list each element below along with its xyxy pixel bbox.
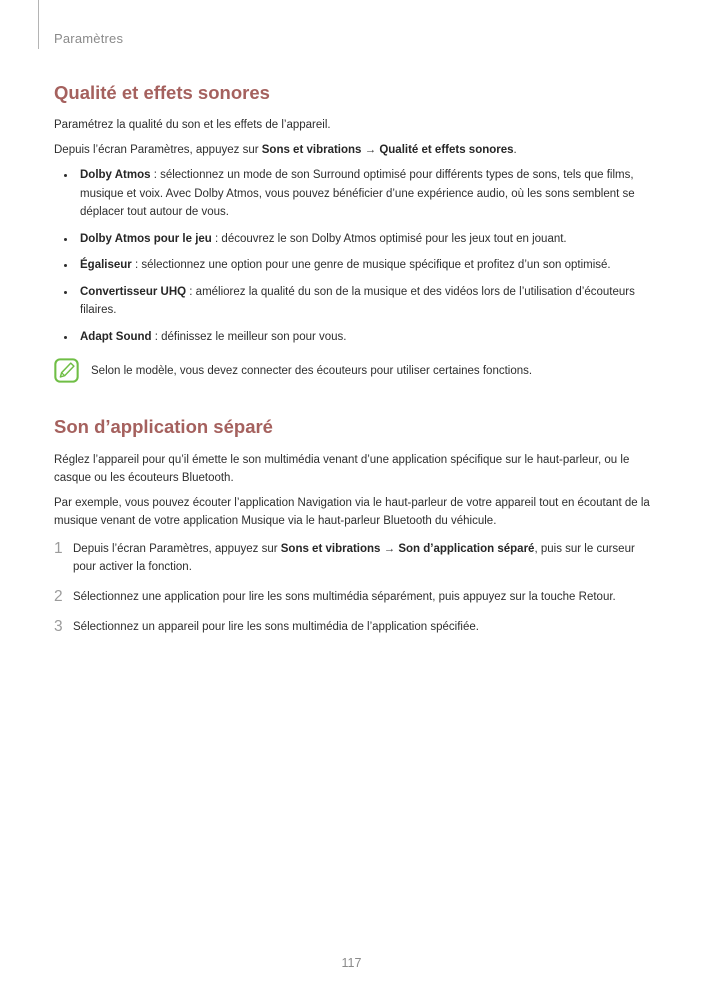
step-text: Depuis l’écran Paramètres, appuyez sur Sons et vibrations → Son d’application séparé, puis sur le curseur pour activer la fonction.	[73, 542, 635, 573]
step-number: 3	[54, 617, 63, 635]
note-box	[54, 358, 650, 383]
paragraph-reglez: Réglez l’appareil pour qu’il émette le son multimédia venant d’une application spécifique sur le haut-parleur, ou le casque ou les écouteurs Bluetooth.	[54, 453, 630, 484]
feature-bullet-list	[54, 166, 650, 346]
page-content	[54, 0, 650, 648]
step-item-1	[54, 540, 650, 576]
section-title-qualite: Qualité et effets sonores	[54, 82, 270, 103]
step-number: 2	[54, 587, 63, 605]
running-header-text: Paramètres	[54, 31, 124, 46]
step-item-3	[54, 618, 650, 636]
bullet-item-convertisseur-uhq: Convertisseur UHQ : améliorez la qualité du son de la musique et des vidéos lors de l’utilisation d’écouteurs filaires.	[54, 283, 650, 320]
page-footer	[0, 954, 703, 972]
paragraph-path: Depuis l’écran Paramètres, appuyez sur Sons et vibrations → Qualité et effets sonores.	[54, 144, 517, 157]
paragraph-exemple: Par exemple, vous pouvez écouter l’application Navigation via le haut-parleur de votre appareil tout en écoutant de la musique venant de votre application Musique via le haut-parleur Bluetooth du véhicule.	[54, 496, 650, 527]
step-number: 1	[54, 539, 63, 557]
bullet-item-dolby-atmos: Dolby Atmos : sélectionnez un mode de son Surround optimisé pour différents types de sons, tels que films, musique et voix. Avec Dolby Atmos, vous pouvez bénéficier d’une expérience audio, où les sons semblent se déplacer tout autour de vous.	[54, 166, 650, 222]
bullet-item-egaliseur: Égaliseur : sélectionnez une option pour une genre de musique spécifique et profitez d’un son optimisé.	[54, 256, 650, 275]
bullet-item-adapt-sound: Adapt Sound : définissez le meilleur son pour vous.	[54, 328, 650, 347]
note-text: Selon le modèle, vous devez connecter des écouteurs pour utiliser certaines fonctions.	[91, 365, 533, 378]
page-number: 117	[341, 956, 362, 970]
section-title-son-application: Son d’application séparé	[54, 416, 273, 438]
step-text: Sélectionnez une application pour lire les sons multimédia séparément, puis appuyez sur la touche Retour.	[73, 590, 616, 603]
pencil-note-icon	[54, 358, 79, 383]
step-list	[54, 540, 650, 636]
step-item-2	[54, 588, 650, 606]
bullet-item-dolby-atmos-jeu: Dolby Atmos pour le jeu : découvrez le son Dolby Atmos optimisé pour les jeux tout en jouant.	[54, 230, 650, 249]
step-text: Sélectionnez un appareil pour lire les sons multimédia de l’application spécifiée.	[73, 620, 479, 633]
paragraph-intro: Paramétrez la qualité du son et les effets de l’appareil.	[54, 119, 331, 132]
